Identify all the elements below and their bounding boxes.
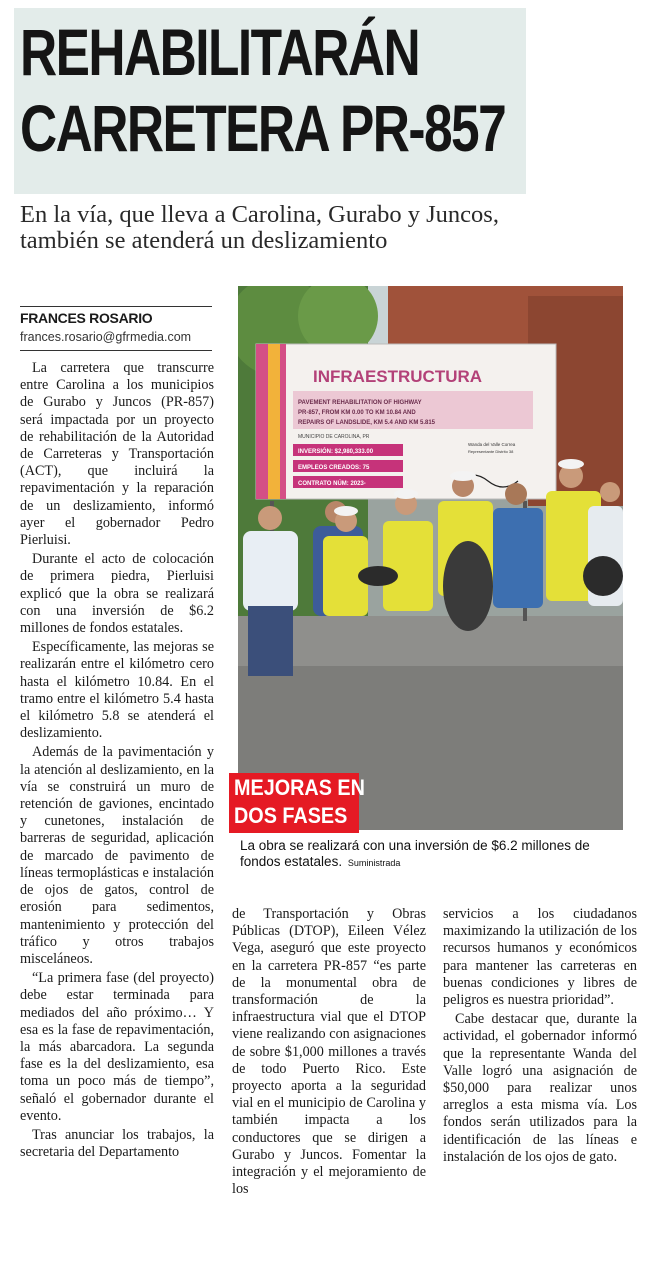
photo-credit: Suministrada [347,858,401,868]
photo-label [234,774,365,830]
paragraph: Además de la pavimentación y la atención al deslizamiento, en la vía se construirá un muro de retención de gaviones, encintado y cunetones, instalación de barreras de seguridad, aplicación de marcado de pavimento de líneas termoplásticas e instalación de ojos de gatos, control de erosión para sedimentos, mantenimiento y protección del tráfico y otros trabajos misceláneos. [20,744,214,967]
sign-contract: CONTRATO NÚM: 2023- [298,481,366,487]
paragraph: de Transportación y Obras Públicas (DTOP), Eileen Vélez Vega, aseguró que este proyecto en la carretera PR-857 “es parte de la monumental obra de transformación de la infraestructura vial que el DTOP viene realizando con asignaciones de sobre $1,000 millones a través de todo Puerto Rico. Este proyecto aporta a la seguridad vial en el municipio de Carolina y también impacta a los conductores que se dirigen a Gurabo y Juncos. Fomentar la integración y el mejoramiento de los [232,906,426,1198]
deck-line-1: En la vía, que lleva a Carolina, Gurabo y Juncos, [20,201,499,228]
article-photo [238,286,623,830]
sign-investment: INVERSIÓN: $2,980,333.00 [298,449,374,455]
sign-title: INFRAESTRUCTURA [313,367,483,386]
caption-text: La obra se realizará con una inversión de $6.2 millones de fondos estatales. [240,838,590,869]
author-name: FRANCES ROSARIO [20,310,153,326]
paragraph: “La primera fase (del proyecto) debe estar terminada para mediados del año próximo… Y esa es la fase de repavimentación, la más abarcadora. La segunda fase es la del deslizamiento, esa toma un poco más de tiempo”, señaló el gobernador durante el evento. [20,970,214,1124]
sign-representative: Wanda del Valle Correa [468,442,516,447]
body-column-2 [232,906,426,1200]
byline-rule-bottom [20,350,212,351]
headline-line-1: REHABILITARÁN [20,15,420,89]
paragraph: Tras anunciar los trabajos, la secretaria del Departamento [20,1126,214,1161]
deck-line-2: también se atenderá un deslizamiento [20,227,388,254]
headline-line-2: CARRETERA PR-857 [20,91,506,165]
svg-text:REPAIRS OF LANDSLIDE, KM 5.4 A: REPAIRS OF LANDSLIDE, KM 5.4 AND KM 5.815 [298,420,436,426]
sign-project: PAVEMENT REHABILITATION OF HIGHWAY [298,400,422,406]
author-email: frances.rosario@gfrmedia.com [20,330,192,344]
paragraph: Cabe destacar que, durante la actividad, el gobernador informó que la representante Wanda del Valle logró una asignación de $50,000 para realizar unos arreglos a esta misma vía. Los fondos serán utilizados para la identificación de las líneas e instalación de los ojos de gato. [443,1011,637,1165]
body-column-1 [20,360,214,1163]
svg-text:PR-857, FROM KM 0.00 TO KM 10.: PR-857, FROM KM 0.00 TO KM 10.84 AND [298,410,416,416]
body-column-3 [443,906,637,1168]
sign-municipality: MUNICIPIO DE CAROLINA, PR [298,434,370,440]
paragraph: La carretera que transcurre entre Carolina a los municipios de Gurabo y Juncos (PR-857) será impactada por un proyecto de rehabilitación de la Autoridad de Carreteras y Transportación (ACT), que incluirá la repavimentación y la reparación de un deslizamiento, informó ayer el gobernador Pedro Pierluisi. [20,360,214,549]
photo-illustration [238,286,623,830]
photo-label-line-1: MEJORAS EN [234,775,365,800]
byline-rule-top [20,306,212,307]
deck [20,202,640,254]
photo-caption [240,838,625,871]
headline [20,14,505,166]
sign-representative-title: Representante Distrito 38 [468,449,514,454]
paragraph: Específicamente, las mejoras se realizarán entre el kilómetro cero hasta el kilómetro 10.84. En el tramo entre el kilómetro 5.4 hasta el kilómetro 5.8 se atenderá el deslizamiento. [20,639,214,742]
paragraph: Durante el acto de colocación de primera piedra, Pierluisi explicó que la obra se realizará con una inversión de $6.2 millones de fondos estatales. [20,551,214,637]
sign-jobs: EMPLEOS CREADOS: 75 [298,465,370,471]
photo-label-line-2: DOS FASES [234,803,348,828]
paragraph: servicios a los ciudadanos maximizando la utilización de los recursos humanos y económicos para mantener las carreteras en buenas condiciones y libres de peligros es nuestra prioridad”. [443,906,637,1009]
